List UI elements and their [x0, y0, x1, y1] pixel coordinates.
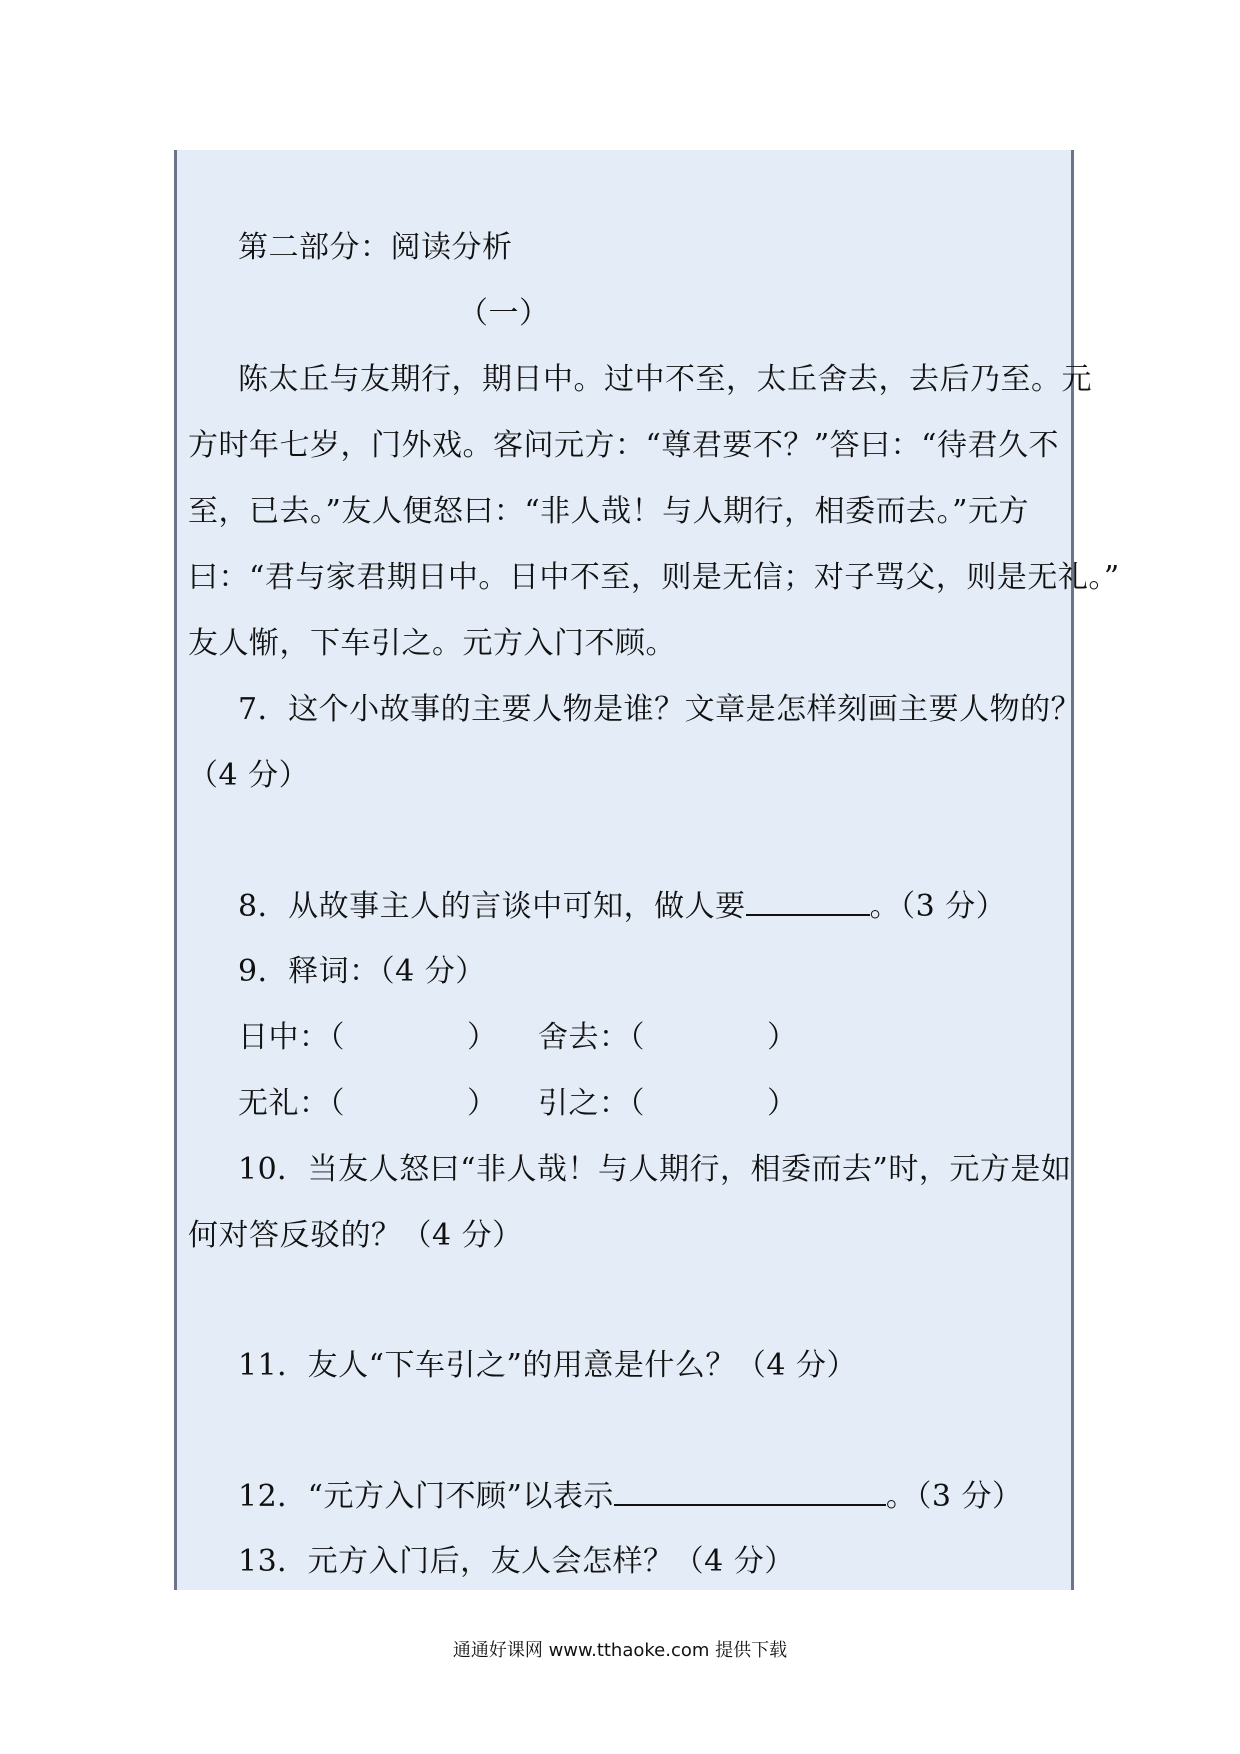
- passage-line-1: 陈太丘与友期行，期日中。过中不至，太丘舍去，去后乃至。元: [238, 362, 1092, 397]
- passage-line-2: 方时年七岁，门外戏。客问元方：“尊君要不？”答曰：“待君久不: [188, 428, 1060, 463]
- question-9-item-1[interactable]: 日中：（ ）: [238, 1020, 498, 1055]
- question-7-line-1: 7．这个小故事的主要人物是谁？文章是怎样刻画主要人物的？: [238, 692, 1082, 727]
- question-8-answer-blank[interactable]: [746, 886, 870, 916]
- question-8: [238, 886, 1006, 927]
- footer-credit: 通通好课网 www.tthaoke.com 提供下载: [452, 1640, 788, 1661]
- passage-line-5: 友人惭，下车引之。元方入门不顾。: [188, 626, 676, 661]
- question-8-score: 。（3 分）: [869, 889, 1007, 924]
- question-9-item-2[interactable]: 舍去：（ ）: [538, 1020, 798, 1055]
- question-13: 13．元方入门后，友人会怎样？（4 分）: [238, 1544, 795, 1579]
- passage-line-4: 曰：“君与家君期日中。日中不至，则是无信；对子骂父，则是无礼。”: [188, 560, 1120, 595]
- question-12-answer-blank[interactable]: [614, 1476, 886, 1506]
- question-12-text: 12．“元方入门不顾”以表示: [238, 1479, 614, 1514]
- passage-number: （一）: [458, 296, 550, 331]
- question-12: [238, 1476, 1022, 1517]
- question-8-text: 8．从故事主人的言谈中可知，做人要: [238, 889, 746, 924]
- question-9-item-3[interactable]: 无礼：（ ）: [238, 1086, 498, 1121]
- question-11: 11．友人“下车引之”的用意是什么？（4 分）: [238, 1348, 857, 1383]
- question-9-item-4[interactable]: 引之：（ ）: [538, 1086, 798, 1121]
- question-9-label: 9．释词：（4 分）: [238, 954, 486, 989]
- section-title: 第二部分：阅读分析: [238, 230, 513, 265]
- question-10-line-1: 10．当友人怒曰“非人哉！与人期行，相委而去”时，元方是如: [238, 1152, 1072, 1187]
- question-12-score: 。（3 分）: [885, 1479, 1023, 1514]
- question-10-line-2: 何对答反驳的？（4 分）: [188, 1218, 523, 1253]
- question-7-line-2: （4 分）: [188, 758, 310, 793]
- passage-line-3: 至，已去。”友人便怒曰：“非人哉！与人期行，相委而去。”元方: [188, 494, 1030, 529]
